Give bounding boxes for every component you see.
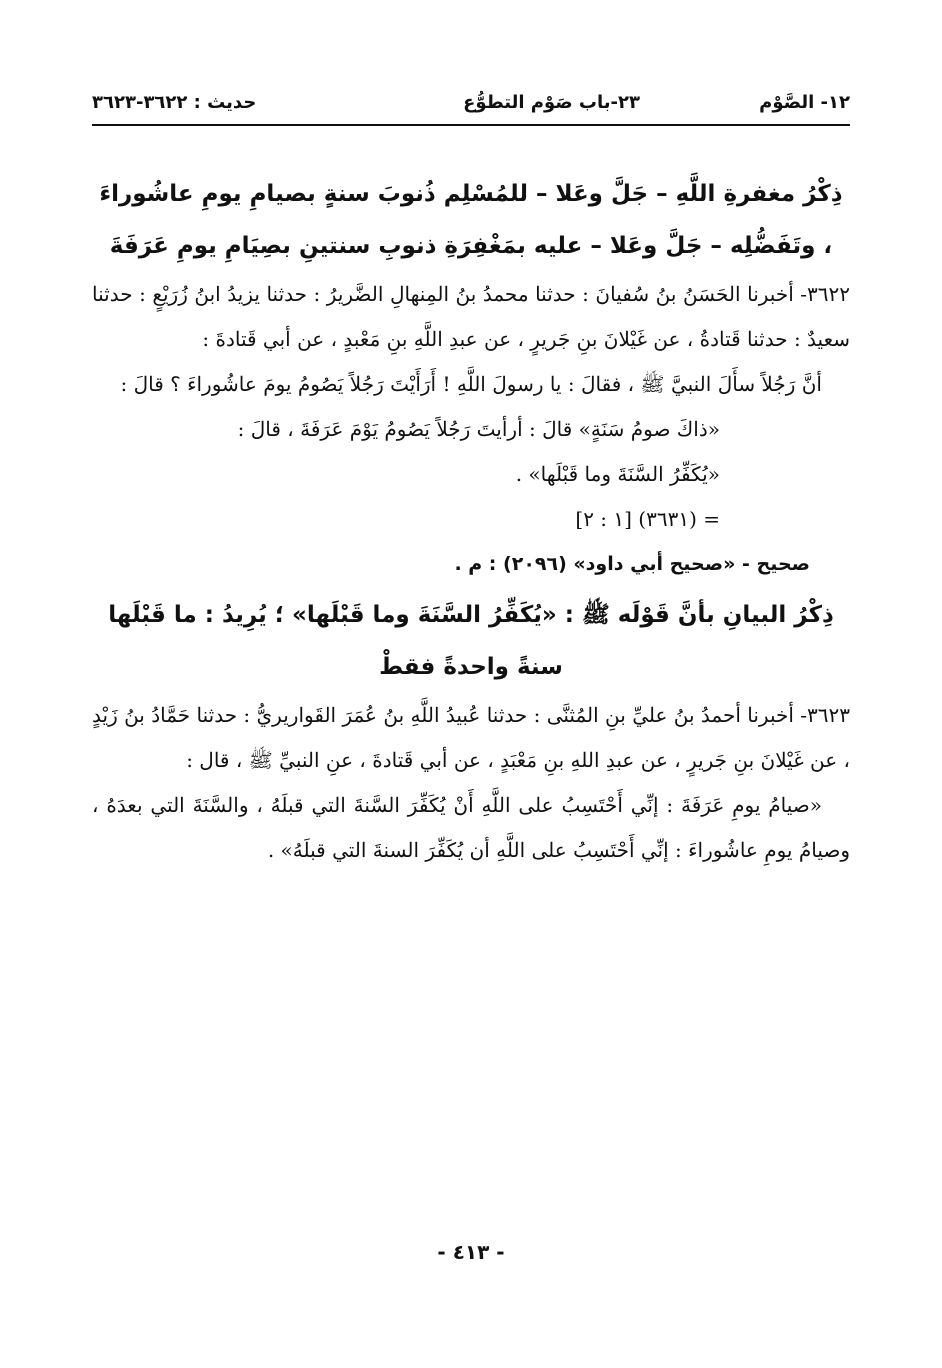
header-hadith-range: حديث : ٣٦٢٢-٣٦٢٣ xyxy=(92,92,257,113)
hadith-3622-reference: = (٣٦٣١) [١ : ٢] xyxy=(575,507,720,531)
page-number: - ٤١٣ - xyxy=(437,1240,505,1264)
running-header xyxy=(92,84,850,126)
hadith-3623-matn: «صيامُ يومِ عَرَفَةَ : إنِّي أَحْتَسِبُ على اللَّهِ أَنْ يُكَفِّرَ السَّنةَ التي قبلَهُ ، والسَّنَةَ التي بعدَهُ ، وصيامُ يومِ عاشُوراءَ : إنِّي أَحْتَسِبُ على اللَّهِ أن يُكَفِّرَ السنةَ التي قبلَهُ» . xyxy=(92,793,850,862)
hadith-3622-isnad: ٣٦٢٢- أخبرنا الحَسَنُ بنُ سُفيانَ : حدثنا محمدُ بنُ المِنهالِ الضَّريرُ : حدثنا يزيدُ ابنُ زُرَيْعٍ : حدثنا سعيدٌ : حدثنا قَتادةُ ، عن غَيْلانَ بنِ جَريرٍ ، عن عبدِ اللَّهِ بنِ مَعْبدٍ ، عن أبي قَتادةَ : xyxy=(92,282,850,351)
hadith-3622-quote-1: «ذاكَ صومُ سَنَةٍ» قالَ : أرأيتَ رَجُلاً يَصُومُ يَوْمَ عَرَفَةَ ، قالَ : xyxy=(237,417,720,441)
hadith-3622-quote-2: «يُكَفِّرُ السَّنَةَ وما قَبْلَها» . xyxy=(515,462,720,486)
hadith-3622-matn: أنَّ رَجُلاً سأَلَ النبيَّ ﷺ ، فقالَ : يا رسولَ اللَّهِ ! أَرَأَيْتَ رَجُلاً يَصُومُ يومَ عاشُوراءَ ؟ قالَ : xyxy=(120,372,822,396)
hadith-3622-grade: صحيح - «صحيح أبي داود» (٢٠٩٦) : م . xyxy=(454,553,810,575)
section-heading-1: ذِكْرُ مغفرةِ اللَّهِ – جَلَّ وعَلا – للمُسْلِم ذُنوبَ سنةٍ بصيامِ يومِ عاشُوراءَ ، وتَفَضُّلِه – جَلَّ وعَلا – عليه بمَغْفِرَةِ ذنوبِ سنتينِ بصِيَامِ يومِ عَرَفَةَ xyxy=(99,181,843,259)
hadith-3623-isnad: ٣٦٢٣- أخبرنا أحمدُ بنُ عليِّ بنِ المُثنَّى : حدثنا عُبيدُ اللَّهِ بنُ عُمَرَ القَواريريُّ : حدثنا حَمَّادُ بنُ زَيْدٍ ، عن غَيْلانَ بنِ جَريرٍ ، عن عبدِ اللهِ بنِ مَعْبَدٍ ، عن أبي قَتادةَ ، عنِ النبيِّ ﷺ ، قال : xyxy=(92,703,850,772)
header-chapter-title: ٢٣-باب صَوْم التطوُّع xyxy=(463,92,640,113)
main-text xyxy=(92,168,850,873)
section-heading-2: ذِكْرُ البيانِ بأنَّ قَوْلَه ﷺ : «يُكَفِّرُ السَّنَةَ وما قَبْلَها» ؛ يُرِيدُ : ما قَبْلَها سنةً واحدةً فقطْ xyxy=(108,602,834,680)
header-book-title: ١٢- الصَّوْم xyxy=(759,92,850,113)
